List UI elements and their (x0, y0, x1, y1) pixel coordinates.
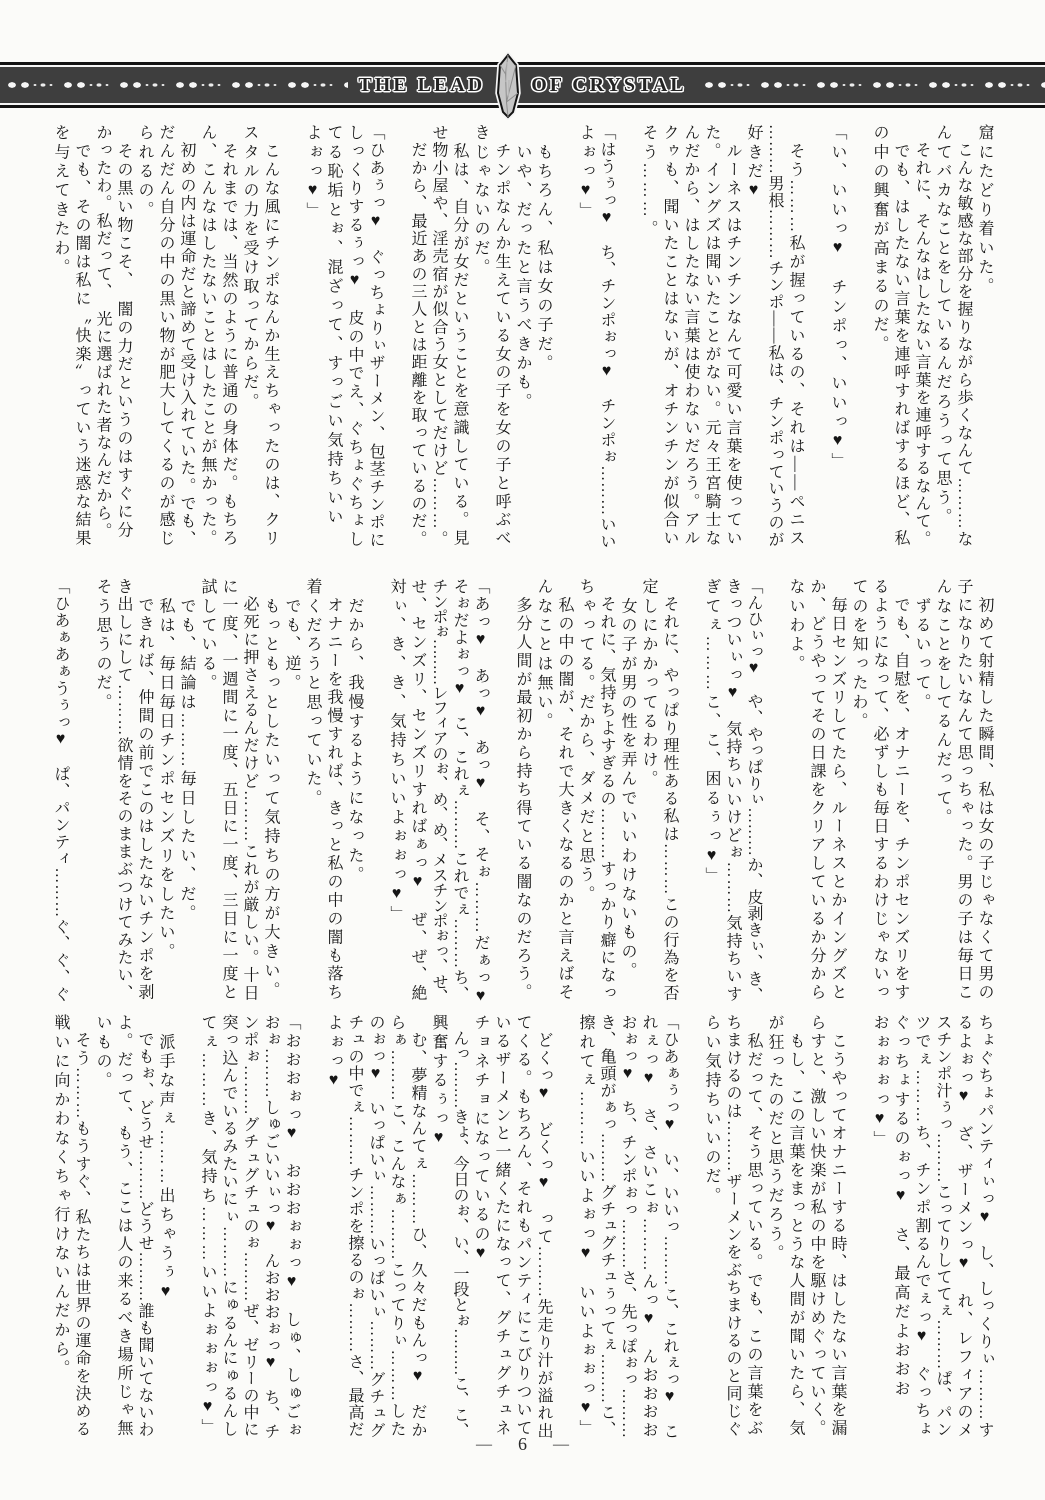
text-column: こんな風にチンポなんか生えちゃったのは、クリ (262, 124, 279, 548)
text-column: てくる。もちろん、それもパンティにこびりついて (514, 1014, 531, 1438)
text-column: の中の興奮が高まるのだ。 (871, 124, 888, 355)
text-column: オナニーを我慢すれば、きっと私の中の闇も落ち (325, 578, 342, 1002)
text-column: を与えてきたわ。 (52, 124, 69, 278)
text-column: きっついぃっ♥ 気持ちいいけどぉ………気持ちいす (724, 578, 741, 1003)
text-column: に一度、一週間に一度、五日に一度、三日に一度と (220, 578, 237, 1002)
header-ornament-band (0, 62, 1045, 108)
text-column: どくっ♥ どくっ♥ って………先走り汁が溢れ出 (535, 1014, 552, 1440)
text-column: チュの中でぇ………チンポを擦るのぉ………さ、最高だ (346, 1014, 363, 1438)
text-column: せ物小屋や、淫売宿が似合う女としてだけど………。 (430, 124, 447, 548)
text-column: 「い、いいっ♥ チンポっ、いいっ♥」 (829, 124, 846, 472)
text-column: ぐっちょするのぉっ♥ さ、最高だよおおお (892, 1014, 909, 1399)
text-column: 私だって、そう思っている。でも、この言葉をぶ (745, 1014, 762, 1438)
text-column: でもぉ、どうせ………どうせ………誰も聞いてないわ (136, 1014, 153, 1438)
text-column: るよぉっ♥ ざ、ザーメンっ♥ れ、レフィアのメ (955, 1014, 972, 1440)
text-column: だから、我慢するようになった。 (346, 578, 363, 886)
text-column: でも、その闇は私に〝快楽〟っていう迷惑な結果 (73, 124, 90, 548)
text-column: それに、やっぱり理性ある私は………この行為を否 (661, 578, 678, 1002)
column-gap (764, 578, 785, 1010)
text-column: てる恥垢とぉ、混ざって、すっごい気持ちいい (325, 124, 342, 528)
text-column: もし、この言葉をまっとうな人間が聞いたら、気 (787, 1014, 804, 1438)
text-column: よぉっ♥」 (304, 124, 321, 221)
text-column: でも、結論は………毎日したい、だ。 (178, 578, 195, 924)
text-column: ちょぐちょパンティぃっ♥ し、しっくりぃ………す (976, 1014, 993, 1439)
text-column: が狂ったのだと思うだろう。 (766, 1014, 783, 1264)
text-column: おぉ………しゅごいいぃっ♥ んおおおぉっ♥ ち、チ (262, 1014, 279, 1440)
text-column: 試している。 (199, 578, 216, 694)
text-column: いるザーメンと一緒くたになって、グチュグチュネ (493, 1014, 510, 1438)
text-column: かったわ。私だって、 光に選ばれた者なんだから。 (94, 124, 111, 540)
column-gap (617, 124, 638, 562)
text-column: よ。だって、もう、ここは人の来るべき場所じゃ無 (115, 1014, 132, 1438)
text-column: おぉっ♥ ち、チンポぉっ………さ、先っぽぉっ……… (619, 1014, 636, 1439)
column-gap (848, 1014, 869, 1444)
text-column: スタルの力を受け取ってからだ。 (241, 124, 258, 412)
text-column: き出しにして………欲情をそのままぶつけてみたい、 (115, 578, 132, 1002)
header-dots-left (0, 65, 348, 105)
text-column: らぁ………こ、こんなぁ………こってりぃ………した (388, 1014, 405, 1438)
text-column: 私の中の闇が、それで大きくなるのかと言えばそ (556, 578, 573, 1002)
text-column: ん、こんなはしたないことはしたことが無かった。 (199, 124, 216, 548)
text-column: いもの。 (94, 1014, 111, 1091)
page-number-value: 6 (518, 1434, 527, 1454)
text-column: そう………。 (640, 124, 657, 240)
text-column: か、どうやってその日課をクリアしているか分から (808, 578, 825, 1002)
text-column: 必死に押さえるんだけど………これが厳しい。十日 (241, 578, 258, 1002)
text-column: んなことは無い。 (535, 578, 552, 732)
column-gap (848, 124, 869, 562)
text-column: られるの。 (136, 124, 153, 220)
text-column: きじゃないのだ。 (472, 124, 489, 278)
text-column: 突っ込んでいるみたいにぃ………にゅるんにゅるんし (220, 1014, 237, 1438)
column-gap (680, 578, 701, 1010)
text-column: 定しにかかってるわけ。 (640, 578, 657, 790)
text-column: もっともっとしたいって気持ちの方が大きい。 (262, 578, 279, 1001)
text-column: 派手な声ぇ………出ちゃうぅ♥ (157, 1014, 174, 1303)
column-gap (491, 578, 512, 1010)
text-column: 女の子が男の性を弄んでいいわけないもの。 (619, 578, 636, 982)
text-column: 「はうぅっ♥ ち、チンポぉっ♥ チンポぉ………いい (598, 124, 615, 550)
text-column: せ、センズリ、センズリすればぁっ♥ ぜ、ぜ、絶 (409, 578, 426, 1003)
text-column: れぇっ♥ さ、さいこぉ………んっ♥ んおおおお (640, 1014, 657, 1440)
text-band-middle (50, 578, 995, 1010)
text-column: 対ぃ、き、き、気持ちいいよぉぉっ♥」 (388, 578, 405, 925)
text-column: ないわよ。 (787, 578, 804, 674)
text-column: 「ひあぁあぁうぅっ♥ ぱ、パンティ………ぐ、ぐ、ぐ (52, 578, 69, 1003)
text-column: 窟にたどり着いた。 (976, 124, 993, 297)
text-column: 「おおおぉっ♥ おおおぉぉっ♥ しゅ、しゅごぉ (283, 1014, 300, 1440)
text-column: 「ひあぅっ♥ ぐっちょりぃザーメン、包茎チンポに (367, 124, 384, 549)
text-column: ………男根………チンポ――私は、チンポっていうのが (766, 124, 783, 548)
text-column: スチンポ汁ぅっ………こってりしててぇ………ぱ、パン (934, 1014, 951, 1438)
text-column: こんな敏感な部分を握りながら歩くなんて………な (955, 124, 972, 548)
text-column: もちろん、私は女の子だ。 (535, 124, 552, 374)
text-column: んてバカなことをしているんだろうって思う。 (934, 124, 951, 528)
text-column: こうやってオナニーする時、はしたない言葉を漏 (829, 1014, 846, 1438)
text-column: 擦れてぇ………いいよぉっ♥ いいよぉぉっ♥」 (577, 1014, 594, 1439)
text-column: 好きだ♥ (745, 124, 762, 202)
text-column: それに、そんなはしたない言葉を連呼するなんて。 (913, 124, 930, 548)
text-column: のぉっ♥ いっぱいぃ………いっぱいぃ………グチュグ (367, 1014, 384, 1439)
text-column: ツでぇ………ち、チンポ割るんでぇっ♥ ぐっちょ (913, 1014, 930, 1439)
text-column: それまでは、当然のように普通の身体だ。もちろ (220, 124, 237, 548)
text-column: でも、逆。 (283, 578, 300, 694)
text-column: んっ………きょ、今日のぉ、い、一段とぉ………こ、こ、 (451, 1014, 468, 1439)
text-column: 「んひぃっ♥ や、やっぱりぃ………か、皮剥きぃ、き、 (745, 578, 762, 1003)
column-gap (806, 124, 827, 562)
text-column: だんだん自分の中の黒い物が肥大してくるのが感じ (157, 124, 174, 548)
page-number-dash-left: — (476, 1435, 492, 1453)
page-number-dash-right: — (553, 1435, 569, 1453)
crystal-gem-icon (493, 52, 523, 120)
page-number (0, 1434, 1045, 1455)
text-column: そぉだよぉっ♥ こ、これぇ………これでぇ………ち、 (451, 578, 468, 1003)
text-column: 子になりたいなんて思っちゃった。男の子は毎日こ (955, 578, 972, 1002)
text-column: 興奮するぅっ♥ (430, 1014, 447, 1150)
text-column: た。イングズは聞いたことがない。元々王宮騎士な (703, 124, 720, 548)
text-column: 着くだろうと思っていた。 (304, 578, 321, 809)
text-column: でも、はしたない言葉を連呼すればするほど、私 (892, 124, 909, 548)
text-column: んだから、はしたない言葉は使わないだろう。アル (682, 124, 699, 548)
text-column: てぇ………き、気持ち………いいよぉぉぉっ♥」 (199, 1014, 216, 1438)
text-column: ちゃってる。だから、ダメだと思う。 (577, 578, 594, 905)
text-band-top (50, 124, 995, 562)
text-column: でも、自慰を、オナニーを、チンポセンズリをす (892, 578, 909, 1002)
text-column: ずるいって。 (913, 578, 930, 713)
text-column: き、亀頭がぁっ………グチュグチュぅってぇ………こ、 (598, 1014, 615, 1438)
header-title-right: OF CRYSTAL (531, 73, 687, 96)
text-column: む、夢精なんてぇ………ひ、久々だもんっ♥ だか (409, 1014, 426, 1439)
text-column: 初めて射精した瞬間、私は女の子じゃなくて男の (976, 578, 993, 1002)
text-column: 毎日センズリしてたら、ルーネスとかイングズと (829, 578, 846, 1002)
text-band-bottom (50, 1014, 995, 1444)
text-column: ちまけるのは………ザーメンをぶちまけるのと同じぐ (724, 1014, 741, 1438)
text-column: ンポぉ………グチュグチュのぉ………ぜ、ゼリーの中に (241, 1014, 258, 1438)
text-column: てのを知ったわ。 (850, 578, 867, 732)
text-column: 戦いに向かわなくちゃ行けないんだから。 (52, 1014, 69, 1379)
text-column: らすと、激しい快楽が私の中を駆けめぐっていく。 (808, 1014, 825, 1438)
text-column: らい気持ちいいのだ。 (703, 1014, 720, 1206)
text-column: んなことをしてるんだって。 (934, 578, 951, 828)
column-gap (680, 1014, 701, 1444)
text-column: しっくりするぅっ♥ 皮の中でえ、ぐちょぐちょし (346, 124, 363, 549)
column-gap (554, 1014, 575, 1444)
column-gap (302, 1014, 323, 1444)
text-column: よぉっ♥ (325, 1014, 342, 1092)
column-gap (176, 1014, 197, 1444)
text-column: そう………私が握っているの、それは――ペニス (787, 124, 804, 548)
column-gap (386, 124, 407, 562)
text-column: いや、だったと言うべきかも。 (514, 124, 531, 412)
column-gap (71, 578, 92, 1010)
text-column: 私は、毎日毎日チンポセンズリをしたい。 (157, 578, 174, 962)
column-gap (365, 578, 386, 1010)
text-column: ルーネスはチンチンなんて可愛い言葉を使ってい (724, 124, 741, 548)
header-dots-right (697, 65, 1045, 105)
text-column: 多分人間が最初から持ち得ている闇なのだろう。 (514, 578, 531, 1002)
text-column: 私は、自分が女だということを意識している。見 (451, 124, 468, 548)
text-column: ぎてぇ………こ、こ、困るぅっ♥」 (703, 578, 720, 887)
text-column: それに、気持ちよすぎるの………すっかり癖になっ (598, 578, 615, 1002)
text-column: るようになって、必ずしも毎日するわけじゃないっ (871, 578, 888, 1002)
header-title-left: THE LEAD (358, 73, 486, 96)
text-column: できれば、仲間の前でこのはしたないチンポを剥 (136, 578, 153, 1002)
text-column: 初めの内は運命だと諦めて受け入れていた。でも、 (178, 124, 195, 548)
text-column: チンポなんか生えている女の子を女の子と呼ぶべ (493, 124, 510, 548)
text-column: 「ひあぁぅっ♥ い、いいっ………こ、これぇっ♥ こ (661, 1014, 678, 1440)
text-column: だから、最近あの三人とは距離を取っているのだ。 (409, 124, 426, 548)
text-column: そう………もうすぐ、私たちは世界の運命を決める (73, 1014, 90, 1438)
text-column: おぉぉぉっ♥」 (871, 1014, 888, 1150)
column-gap (554, 124, 575, 562)
text-column: よぉっ♥」 (577, 124, 594, 221)
text-column: チョネチョになっているの♥ (472, 1014, 489, 1265)
text-column: その黒い物こそ、 闇の力だというのはすぐに分 (115, 124, 132, 540)
header-title-group (348, 66, 696, 104)
text-column: 「あっ♥ あっ♥ あっ♥ そ、そぉ………だぁっ♥ (472, 578, 489, 1006)
text-column: そう思うのだ。 (94, 578, 111, 713)
column-gap (281, 124, 302, 562)
text-column: クゥも、聞いたことはないが、オチンチンが似合い (661, 124, 678, 548)
text-column: チンポぉ………レフィアのぉ、め、め、メスチンポぉっ、せ、 (430, 578, 447, 1004)
